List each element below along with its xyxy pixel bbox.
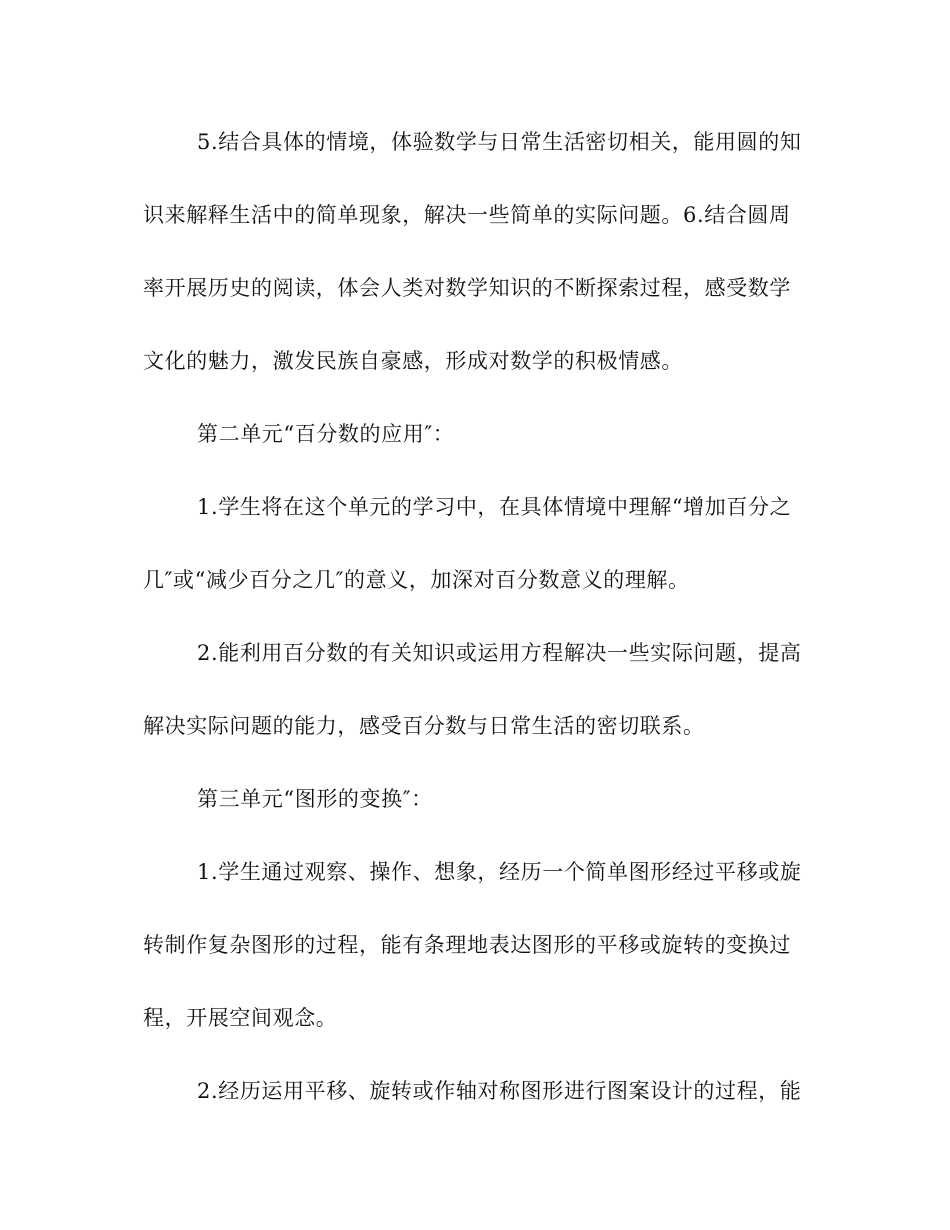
text-line: 率开展历史的阅读，体会人类对数学知识的不断探索过程，感受数学 <box>143 276 791 300</box>
text-line: 几″或“减少百分之几″的意义，加深对百分数意义的理解。 <box>143 568 690 592</box>
text-line: 5.结合具体的情境，体验数学与日常生活密切相关，能用圆的知 <box>197 130 802 154</box>
text-line: 1.学生将在这个单元的学习中，在具体情境中理解“增加百分之 <box>197 495 792 519</box>
text-line: 2.能利用百分数的有关知识或运用方程解决一些实际问题，提高 <box>197 641 802 665</box>
text-line: 程，开展空间观念。 <box>143 1006 338 1030</box>
text-line: 解决实际问题的能力，感受百分数与日常生活的密切联系。 <box>143 714 705 738</box>
text-line: 转制作复杂图形的过程，能有条理地表达图形的平移或旋转的变换过 <box>143 933 791 957</box>
text-line: 2.经历运用平移、旋转或作轴对称图形进行图案设计的过程，能 <box>197 1079 802 1103</box>
section-heading: 第三单元“图形的变换″： <box>197 787 433 811</box>
text-line: 文化的魅力，激发民族自豪感，形成对数学的积极情感。 <box>143 349 683 373</box>
text-line: 识来解释生活中的简单现象，解决一些简单的实际问题。6.结合圆周 <box>143 203 791 227</box>
text-line: 1.学生通过观察、操作、想象，经历一个简单图形经过平移或旋 <box>197 860 802 884</box>
section-heading: 第二单元“百分数的应用″： <box>197 422 455 446</box>
